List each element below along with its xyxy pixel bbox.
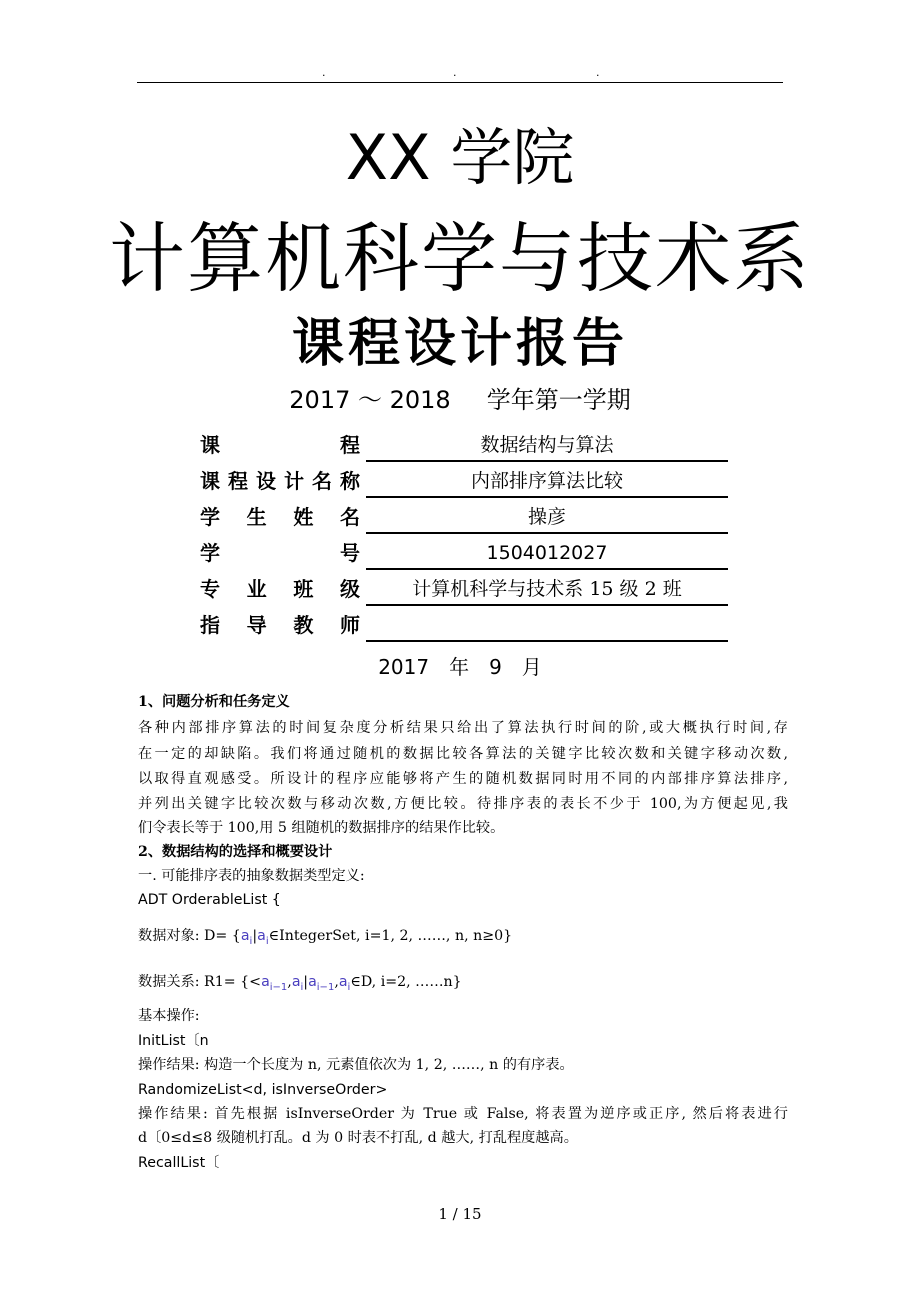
header-dot: .: [322, 66, 326, 79]
info-label-design-name: 课 程 设 计 名 称: [200, 469, 360, 493]
operation-name: RecallList〔: [138, 1155, 220, 1171]
info-label-student-id: 学 号: [200, 541, 360, 565]
info-label-course: 课 程: [200, 433, 360, 457]
info-value-advisor: [366, 610, 728, 642]
info-value-student-id: 1504012027: [366, 538, 728, 570]
basic-ops-label: 基本操作:: [138, 1008, 200, 1024]
info-value-student-name: 操彦: [366, 502, 728, 534]
term-semester: 学年第一学期: [486, 386, 631, 414]
operation-result: d〔0≤d≤8 级随机打乱。d 为 0 时表不打乱, d 越大, 打乱程度越高。: [138, 1130, 578, 1146]
term-years: 2017 ～ 2018: [289, 386, 451, 414]
section-heading-1: 1、问题分析和任务定义: [138, 694, 290, 710]
page-number: 1 / 15: [438, 1205, 482, 1223]
report-date: 2017 年 9 月: [378, 655, 542, 679]
info-label-student-name: 学 生 姓 名: [200, 505, 360, 529]
section-heading-2: 2、数据结构的选择和概要设计: [138, 844, 333, 860]
info-label-advisor: 指 导 教 师: [200, 613, 360, 637]
data-object-line: 数据对象: $D= \{a_i|a_i\in IntegerSet$, i=1, 2, ……, n, n≥0}: [138, 928, 513, 947]
header-rule: [137, 82, 783, 83]
report-title: 课程设计报告: [291, 313, 628, 374]
operation-name: RandomizeList<d, isInverseOrder>: [138, 1082, 388, 1098]
header-dot: .: [596, 66, 600, 79]
subsection-heading: 一. 可能排序表的抽象数据类型定义:: [138, 868, 365, 884]
paragraph-line: 们令表长等于 100,用 5 组随机的数据排序的结果作比较。: [138, 820, 505, 836]
header-dot: .: [453, 66, 457, 79]
paragraph-line: 在一定的却缺陷。我们将通过随机的数据比较各算法的关键字比较次数和关键字移动次数,: [138, 746, 788, 762]
operation-result: 操作结果: 首先根据 isInverseOrder 为 True 或 False, 将表置为逆序或正序, 然后将表进行: [138, 1106, 788, 1122]
paragraph-line: 并列出关键字比较次数与移动次数,方便比较。待排序表的表长不少于 100,为方便起见,我: [138, 796, 788, 812]
info-label-class: 专 业 班 级: [200, 577, 360, 601]
paragraph-line: 以取得直观感受。所设计的程序应能够将产生的随机数据同时用不同的内部排序算法排序,: [138, 771, 788, 787]
department-title: 计算机科学与技术系: [109, 214, 811, 303]
school-title: XX 学院: [345, 121, 575, 194]
info-value-course: 数据结构与算法: [366, 430, 728, 462]
adt-declaration: ADT OrderableList {: [138, 892, 281, 908]
operation-name: InitList〔n: [138, 1033, 209, 1049]
info-value-class: 计算机科学与技术系 15 级 2 班: [366, 574, 728, 606]
info-value-design-name: 内部排序算法比较: [366, 466, 728, 498]
term-line: [0, 382, 920, 418]
paragraph-line: 各种内部排序算法的时间复杂度分析结果只给出了算法执行时间的阶,或大概执行时间,存: [138, 720, 788, 736]
operation-result: 操作结果: 构造一个长度为 n, 元素值依次为 1, 2, ……, n 的有序表。: [138, 1057, 574, 1073]
data-relation-line: 数据关系: $R1= \{<a_{i-1},a_i|a_{i-1},a_i\in D$, i=2, ……n}: [138, 974, 462, 993]
